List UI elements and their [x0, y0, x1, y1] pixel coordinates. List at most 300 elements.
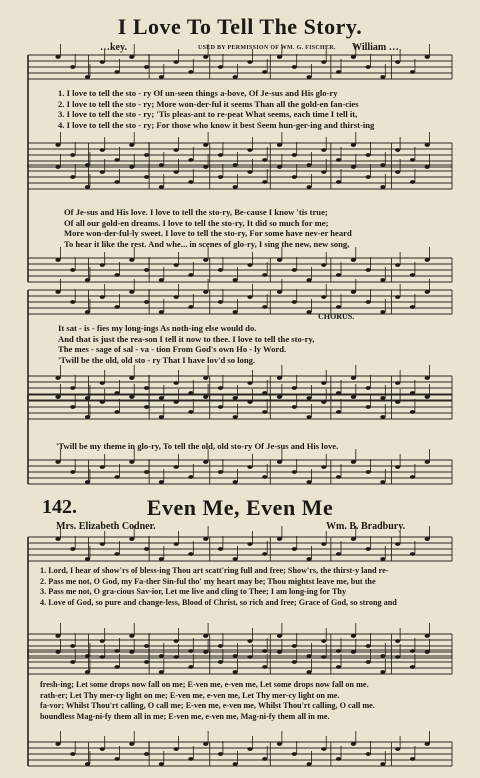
note-head	[218, 644, 223, 648]
note-head	[336, 475, 341, 479]
note-head	[292, 470, 297, 474]
note-head	[129, 55, 134, 59]
note-head	[425, 376, 430, 380]
note-head	[174, 542, 179, 546]
note-head	[410, 757, 415, 761]
note-head	[307, 557, 312, 561]
note-head	[395, 60, 400, 64]
note-head	[351, 165, 356, 169]
note-head	[129, 460, 134, 464]
note-head	[129, 537, 134, 541]
note-head	[159, 670, 164, 674]
note-head	[321, 263, 326, 267]
note-head	[351, 742, 356, 746]
note-head	[115, 665, 120, 669]
lyric-line: 3. Pass me not, O gra-cious Sav-ior, Let me live and cling to Thee; I am long-ing for Thy	[40, 587, 347, 596]
note-head	[336, 552, 341, 556]
note-head	[55, 165, 60, 169]
note-head	[380, 762, 385, 766]
note-head	[55, 258, 60, 262]
hymn1-verse-block-3	[58, 323, 314, 365]
note-head	[366, 644, 371, 648]
note-head	[292, 386, 297, 390]
hymn2-composer: Wm. B. Bradbury.	[326, 521, 406, 532]
note-head	[85, 654, 90, 658]
note-head	[425, 634, 430, 638]
note-head	[247, 381, 252, 385]
note-head	[307, 480, 312, 484]
note-head	[321, 170, 326, 174]
note-head	[144, 386, 149, 390]
note-head	[292, 153, 297, 157]
note-head	[410, 305, 415, 309]
note-head	[336, 305, 341, 309]
note-head	[321, 400, 326, 404]
note-head	[203, 742, 208, 746]
note-head	[395, 639, 400, 643]
note-head	[115, 70, 120, 74]
lyric-line: 'Twill be my theme in glo-ry, To tell the old, old sto-ry Of Je-sus and His love.	[56, 441, 339, 451]
note-head	[174, 400, 179, 404]
lyric-line: To hear it like the rest. And whe... in scenes of glo-ry, I sing the new, new song,	[64, 238, 350, 249]
note-head	[70, 644, 75, 648]
note-head	[351, 460, 356, 464]
note-head	[144, 300, 149, 304]
note-head	[410, 180, 415, 184]
note-head	[292, 644, 297, 648]
note-head	[380, 185, 385, 189]
lyric-line: fresh-ing; Let some drops now fall on me; E-ven me, e-ven me, Let some drops now fall on me.	[40, 680, 369, 689]
note-head	[410, 665, 415, 669]
note-head	[336, 410, 341, 414]
note-head	[336, 180, 341, 184]
note-head	[144, 547, 149, 551]
note-head	[55, 290, 60, 294]
note-head	[115, 649, 120, 653]
lyric-line: 2. Pass me not, O God, my Fa-ther Sin-ful tho' my heart may be; Thou mightst leave me, but the	[40, 576, 376, 586]
note-head	[159, 654, 164, 658]
note-head	[277, 742, 282, 746]
note-head	[55, 376, 60, 380]
note-head	[321, 655, 326, 659]
note-head	[218, 268, 223, 272]
note-head	[159, 557, 164, 561]
note-head	[70, 153, 75, 157]
note-head	[203, 395, 208, 399]
note-head	[129, 395, 134, 399]
note-head	[292, 660, 297, 664]
note-head	[70, 175, 75, 179]
note-head	[174, 655, 179, 659]
note-head	[159, 762, 164, 766]
note-head	[336, 665, 341, 669]
note-head	[277, 460, 282, 464]
note-head	[380, 557, 385, 561]
hymn1-verse-block-2	[64, 207, 352, 249]
note-head	[247, 295, 252, 299]
note-head	[425, 258, 430, 262]
note-head	[395, 148, 400, 152]
lyric-line: 3. I love to tell the sto - ry; 'Tis pleas-ant to re-peat What seems, each time I tell it,	[58, 109, 358, 119]
note-head	[380, 278, 385, 282]
note-head	[380, 670, 385, 674]
note-head	[188, 305, 193, 309]
note-head	[410, 475, 415, 479]
note-head	[277, 650, 282, 654]
note-head	[351, 650, 356, 654]
lyric-line: rath-er; Let Thy mer-cy light on me; E-ven me, e-ven me, Let Thy mer-cy light on me.	[40, 690, 340, 700]
note-head	[55, 650, 60, 654]
note-head	[70, 65, 75, 69]
note-head	[247, 148, 252, 152]
note-head	[129, 258, 134, 262]
note-head	[144, 153, 149, 157]
note-head	[115, 552, 120, 556]
note-head	[395, 263, 400, 267]
note-head	[425, 143, 430, 147]
note-head	[277, 634, 282, 638]
note-head	[380, 310, 385, 314]
note-head	[85, 557, 90, 561]
note-head	[174, 295, 179, 299]
note-head	[174, 747, 179, 751]
note-head	[395, 465, 400, 469]
note-head	[85, 310, 90, 314]
lyric-line: More won-der-ful-ly sweet. I love to tell the sto-ry, For some have nev-er heard	[64, 228, 352, 238]
note-head	[70, 268, 75, 272]
note-head	[247, 655, 252, 659]
note-head	[292, 752, 297, 756]
note-head	[100, 747, 105, 751]
note-head	[129, 376, 134, 380]
note-head	[351, 537, 356, 541]
note-head	[321, 295, 326, 299]
note-head	[262, 273, 267, 277]
note-head	[292, 65, 297, 69]
note-head	[247, 170, 252, 174]
note-head	[174, 381, 179, 385]
note-head	[203, 290, 208, 294]
hymn1-author: …key.	[100, 42, 127, 53]
note-head	[188, 273, 193, 277]
note-head	[203, 143, 208, 147]
note-head	[366, 752, 371, 756]
note-head	[55, 55, 60, 59]
note-head	[292, 300, 297, 304]
note-head	[277, 165, 282, 169]
note-head	[380, 75, 385, 79]
note-head	[233, 163, 238, 167]
note-head	[351, 634, 356, 638]
note-head	[277, 395, 282, 399]
note-head	[159, 163, 164, 167]
lyric-line: The mes - sage of sal - va - tion From God's own Ho - ly Word.	[58, 344, 287, 354]
note-head	[366, 470, 371, 474]
note-head	[100, 381, 105, 385]
note-head	[321, 60, 326, 64]
note-head	[100, 639, 105, 643]
note-head	[218, 300, 223, 304]
note-head	[321, 465, 326, 469]
note-head	[292, 268, 297, 272]
lyric-line: And that is just the rea-son I tell it now to thee. I love to tell the sto-ry,	[58, 333, 315, 344]
note-head	[218, 752, 223, 756]
note-head	[321, 747, 326, 751]
note-head	[277, 258, 282, 262]
note-head	[336, 70, 341, 74]
note-head	[425, 290, 430, 294]
note-head	[366, 268, 371, 272]
note-head	[395, 170, 400, 174]
note-head	[144, 175, 149, 179]
lyric-line: Of all our gold-en dreams. I love to tell the sto-ry, It did so much for me;	[64, 217, 329, 228]
note-head	[218, 175, 223, 179]
note-head	[85, 670, 90, 674]
note-head	[203, 537, 208, 541]
note-head	[247, 465, 252, 469]
note-head	[247, 60, 252, 64]
note-head	[233, 762, 238, 766]
note-head	[100, 295, 105, 299]
note-head	[188, 410, 193, 414]
note-head	[366, 65, 371, 69]
note-head	[144, 644, 149, 648]
note-head	[336, 757, 341, 761]
note-head	[336, 158, 341, 162]
note-head	[129, 143, 134, 147]
note-head	[366, 386, 371, 390]
note-head	[366, 300, 371, 304]
lyric-line: 'Twill be the old, old sto - ry That I have lov'd so long.	[58, 354, 256, 365]
note-head	[262, 649, 267, 653]
note-head	[336, 273, 341, 277]
lyric-line: 1. Lord, I hear of show'rs of bless-ing Thou art scatt'ring full and free; Show'rs, the thirst-y land re-	[40, 566, 389, 575]
note-head	[292, 175, 297, 179]
lyric-line: 1. I love to tell the sto - ry Of un-seen things a-bove, Of Je-sus and His glo-ry	[58, 88, 338, 98]
note-head	[307, 762, 312, 766]
note-head	[159, 75, 164, 79]
note-head	[247, 263, 252, 267]
note-head	[100, 542, 105, 546]
note-head	[85, 75, 90, 79]
note-head	[395, 295, 400, 299]
note-head	[144, 470, 149, 474]
note-head	[395, 542, 400, 546]
note-head	[247, 542, 252, 546]
note-head	[188, 158, 193, 162]
lyric-line: 2. I love to tell the sto - ry; More won-der-ful it seems Than all the gold-en fan-cies	[58, 98, 359, 109]
note-head	[307, 670, 312, 674]
hymn2-number: 142.	[42, 496, 77, 518]
note-head	[203, 460, 208, 464]
note-head	[55, 742, 60, 746]
note-head	[321, 148, 326, 152]
note-head	[425, 460, 430, 464]
note-head	[351, 258, 356, 262]
note-head	[188, 552, 193, 556]
note-head	[188, 180, 193, 184]
note-head	[233, 670, 238, 674]
note-head	[307, 163, 312, 167]
note-head	[188, 391, 193, 395]
note-head	[70, 386, 75, 390]
note-head	[247, 747, 252, 751]
note-head	[100, 655, 105, 659]
note-head	[233, 310, 238, 314]
note-head	[366, 547, 371, 551]
note-head	[262, 757, 267, 761]
note-head	[115, 273, 120, 277]
note-head	[218, 470, 223, 474]
note-head	[277, 290, 282, 294]
note-head	[262, 305, 267, 309]
note-head	[85, 396, 90, 400]
note-head	[129, 290, 134, 294]
note-head	[336, 391, 341, 395]
note-head	[292, 405, 297, 409]
note-head	[70, 660, 75, 664]
lyric-line: 4. Love of God, so pure and change-less, Blood of Christ, so rich and free; Grace of God, so strong and	[40, 597, 397, 607]
note-head	[115, 180, 120, 184]
note-head	[307, 654, 312, 658]
note-head	[188, 757, 193, 761]
note-head	[70, 300, 75, 304]
note-head	[70, 752, 75, 756]
note-head	[144, 268, 149, 272]
note-head	[70, 405, 75, 409]
note-head	[247, 639, 252, 643]
note-head	[203, 634, 208, 638]
hymn2-title: Even Me, Even Me	[146, 495, 334, 520]
note-head	[410, 391, 415, 395]
note-head	[159, 278, 164, 282]
note-head	[307, 278, 312, 282]
note-head	[85, 163, 90, 167]
note-head	[425, 55, 430, 59]
note-head	[351, 143, 356, 147]
note-head	[218, 65, 223, 69]
note-head	[395, 381, 400, 385]
note-head	[366, 153, 371, 157]
note-head	[115, 475, 120, 479]
hymn2-verse-block-1	[40, 566, 397, 608]
note-head	[410, 552, 415, 556]
hymn2-verse-block-2	[40, 680, 375, 722]
note-head	[144, 405, 149, 409]
note-head	[307, 415, 312, 419]
hymn1-composer: William …	[352, 42, 399, 53]
note-head	[174, 263, 179, 267]
lyric-line: It sat - is - fies my long-ings As noth-ing else would do.	[58, 323, 257, 333]
note-head	[277, 376, 282, 380]
note-head	[203, 376, 208, 380]
note-head	[85, 415, 90, 419]
note-head	[174, 148, 179, 152]
note-head	[115, 305, 120, 309]
note-head	[233, 396, 238, 400]
note-head	[55, 143, 60, 147]
note-head	[159, 396, 164, 400]
note-head	[410, 70, 415, 74]
hymn1-title: I Love To Tell The Story.	[117, 14, 363, 39]
note-head	[233, 654, 238, 658]
note-head	[203, 650, 208, 654]
note-head	[292, 547, 297, 551]
note-head	[277, 143, 282, 147]
note-head	[218, 660, 223, 664]
note-head	[115, 410, 120, 414]
note-head	[366, 660, 371, 664]
note-head	[277, 537, 282, 541]
note-head	[307, 185, 312, 189]
note-head	[203, 55, 208, 59]
hymn1-verse-block-1	[58, 88, 374, 130]
note-head	[55, 395, 60, 399]
note-head	[425, 165, 430, 169]
note-head	[55, 460, 60, 464]
chorus-label: CHORUS.	[318, 312, 355, 321]
note-head	[410, 410, 415, 414]
note-head	[159, 310, 164, 314]
note-head	[366, 175, 371, 179]
note-head	[262, 475, 267, 479]
note-head	[129, 742, 134, 746]
note-head	[262, 70, 267, 74]
note-head	[188, 70, 193, 74]
note-head	[380, 396, 385, 400]
note-head	[188, 475, 193, 479]
hymn1-permission: USED BY PERMISSION OF WM. G. FISCHER.	[198, 45, 336, 51]
note-head	[159, 185, 164, 189]
note-head	[425, 650, 430, 654]
note-head	[233, 278, 238, 282]
note-head	[144, 752, 149, 756]
note-head	[115, 757, 120, 761]
note-head	[100, 148, 105, 152]
hymn1-verse-block-4	[56, 441, 338, 452]
note-head	[188, 649, 193, 653]
note-head	[85, 762, 90, 766]
lyric-line: boundless Mag-ni-fy them all in me; E-ven me, e-ven me, Mag-ni-fy them all in me.	[40, 711, 330, 721]
note-head	[247, 400, 252, 404]
note-head	[218, 405, 223, 409]
note-head	[380, 163, 385, 167]
note-head	[277, 55, 282, 59]
note-head	[174, 170, 179, 174]
note-head	[174, 639, 179, 643]
note-head	[351, 55, 356, 59]
note-head	[351, 376, 356, 380]
note-head	[395, 655, 400, 659]
note-head	[262, 391, 267, 395]
note-head	[395, 747, 400, 751]
note-head	[203, 258, 208, 262]
hymn2-author: Mrs. Elizabeth Codner.	[56, 521, 156, 532]
note-head	[218, 153, 223, 157]
note-head	[233, 480, 238, 484]
note-head	[425, 537, 430, 541]
note-head	[100, 170, 105, 174]
note-head	[100, 60, 105, 64]
note-head	[55, 537, 60, 541]
note-head	[115, 158, 120, 162]
note-head	[144, 65, 149, 69]
note-head	[85, 278, 90, 282]
note-head	[159, 480, 164, 484]
note-head	[410, 649, 415, 653]
note-head	[351, 395, 356, 399]
note-head	[70, 470, 75, 474]
